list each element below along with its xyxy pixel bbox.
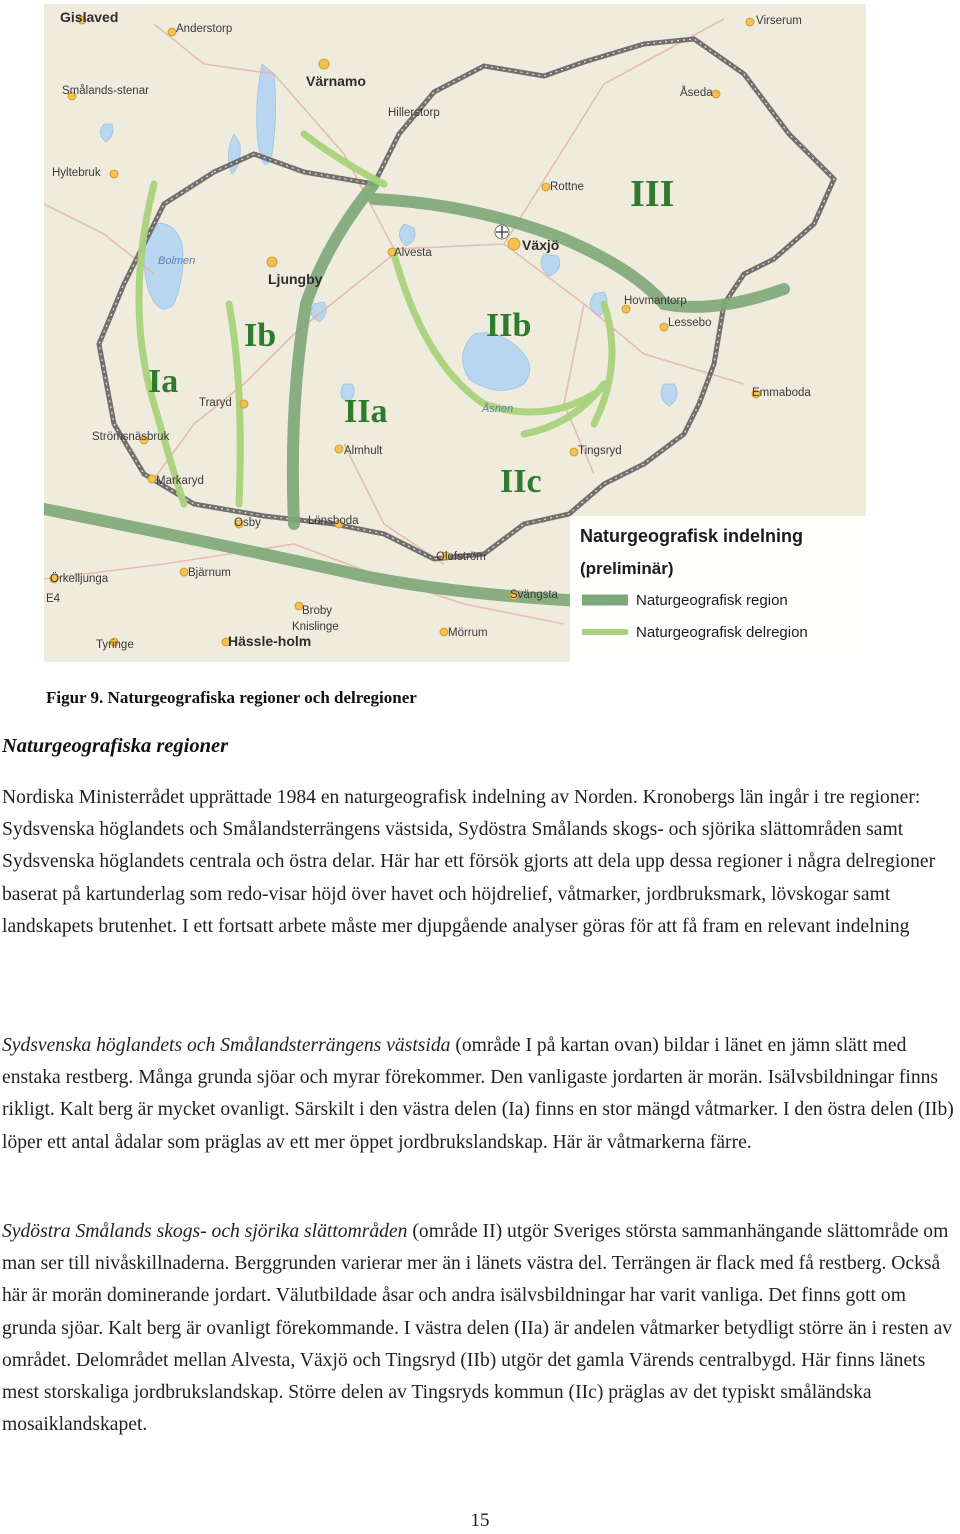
map-legend bbox=[570, 516, 866, 662]
region-2-text: (område II) utgör Sveriges största sammanhängande slättområde om man ser till nivåskillnaderna. Berggrunden varierar mer än i länets västra del. Terrängen är flack med få restberg. Också här är morän dominerande jordart. Välutbildade åsar och andra isälvsbildningar har varit vanliga. Det finns gott om grunda sjöar. Kalt berg är ovanligt förekommande. I västra delen (IIa) är andelen våtmarker betydligt större än i resten av området. Delområdet mellan Alvesta, Växjö och Tingsryd (IIb) utgör det gamla Värends centralbygd. Här finns länets mest storskaliga jordbrukslandskap. Större delen av Tingsryds kommun (IIc) präglas av det typiskt småländska mosaiklandskapet. bbox=[2, 1221, 953, 1436]
region-label-iii: III bbox=[630, 173, 675, 215]
region-2-name: Sydöstra Smålands skogs- och sjörika slättområden bbox=[2, 1221, 408, 1242]
town-label: Lessebo bbox=[668, 317, 712, 329]
town-label: Bjärnum bbox=[188, 567, 231, 579]
paragraph-region-2 bbox=[2, 1216, 957, 1441]
lake-label: Åsnen bbox=[482, 403, 514, 415]
town-label: Värnamo bbox=[306, 73, 366, 89]
town-label: Knislinge bbox=[292, 621, 339, 633]
town-label: Växjö bbox=[522, 237, 560, 253]
town-label: Hässle-holm bbox=[228, 633, 312, 649]
town-label: Hovmantorp bbox=[624, 295, 687, 307]
town-label: Virserum bbox=[756, 15, 802, 27]
town-label: Svängsta bbox=[510, 589, 558, 601]
region-label-ia: Ia bbox=[148, 363, 179, 400]
town-label: Alvesta bbox=[394, 247, 432, 259]
town-label: Tingsryd bbox=[578, 445, 622, 457]
town-label: Almhult bbox=[344, 445, 383, 457]
legend-title: Naturgeografisk indelning bbox=[580, 526, 804, 546]
town-label: Anderstorp bbox=[176, 23, 233, 35]
region-1-name: Sydsvenska höglandets och Smålandsterrängens västsida bbox=[2, 1035, 451, 1056]
legend-item-region: Naturgeografisk region bbox=[636, 592, 788, 609]
town-label: Olofström bbox=[436, 551, 486, 563]
town-label: Örkelljunga bbox=[50, 573, 109, 585]
town-label: Strömsnäsbruk bbox=[92, 431, 170, 443]
region-map bbox=[44, 4, 866, 662]
town-label: Markaryd bbox=[156, 475, 204, 487]
figure-caption: Figur 9. Naturgeografiska regioner och delregioner bbox=[46, 688, 417, 707]
road-label: E4 bbox=[46, 593, 61, 605]
section-heading: Naturgeografiska regioner bbox=[2, 735, 229, 757]
town-label: Åseda bbox=[680, 87, 713, 99]
town-label: Emmaboda bbox=[752, 387, 811, 399]
region-label-iia: IIa bbox=[344, 393, 388, 430]
town-label: Hillerstorp bbox=[388, 107, 440, 119]
town-label: Gislaved bbox=[60, 9, 119, 25]
region-1-text: (område I på kartan ovan) bildar i länet en jämn slätt med enstaka restberg. Många grunda sjöar och myrar förekommer. Den vanligaste jordarten är morän. Isälvsbildningar finns rikligt. Kalt berg är mycket ovanligt. Särskilt i den västra delen (Ia) finns en stor mängd våtmarker. I den östra delen (IIb) löper ett antal ådalar som präglas av ett mer öppet jordbrukslandskap. Här är våtmarkerna färre. bbox=[2, 1035, 954, 1153]
region-label-iib: IIb bbox=[486, 307, 532, 344]
town-label: Traryd bbox=[199, 397, 232, 409]
town-label: Osby bbox=[234, 517, 261, 529]
town-label: Smålands-stenar bbox=[62, 85, 149, 97]
paragraph-intro: Nordiska Ministerrådet upprättade 1984 en naturgeografisk indelning av Norden. Kronobergs län ingår i tre regioner: Sydsvenska höglandets och Smålandsterrängens västsida, Sydöstra Smålands skogs- och sjörika slättområden samt Sydsvenska höglandets centrala och östra delar. Här har ett försök gjorts att dela upp dessa regioner i några delregioner baserat på kartunderlag som redo-visar höjd över havet och höjdrelief, våtmarker, jordbruksmark, lövskogar samt landskapets brutenhet. I ett fortsatt arbete måste mer djupgående analyser göras för att få fram en relevant indelning bbox=[2, 787, 936, 937]
legend-subtitle: (preliminär) bbox=[580, 559, 674, 578]
town-label: Lönsboda bbox=[308, 515, 359, 527]
region-label-iic: IIc bbox=[500, 463, 542, 500]
town-label: Ljungby bbox=[268, 271, 323, 287]
region-label-ib: Ib bbox=[244, 317, 277, 354]
lake-label: Bolmen bbox=[158, 255, 196, 267]
paragraph-region-1 bbox=[2, 1030, 957, 1159]
airport-icon bbox=[495, 225, 509, 239]
town-label: Mörrum bbox=[448, 627, 488, 639]
town-label: Hyltebruk bbox=[52, 167, 101, 179]
town-label: Tyringe bbox=[96, 639, 134, 651]
legend-item-subregion: Naturgeografisk delregion bbox=[636, 624, 808, 641]
town-label: Broby bbox=[302, 605, 333, 617]
town-label: Rottne bbox=[550, 181, 584, 193]
page-number: 15 bbox=[470, 1510, 490, 1531]
